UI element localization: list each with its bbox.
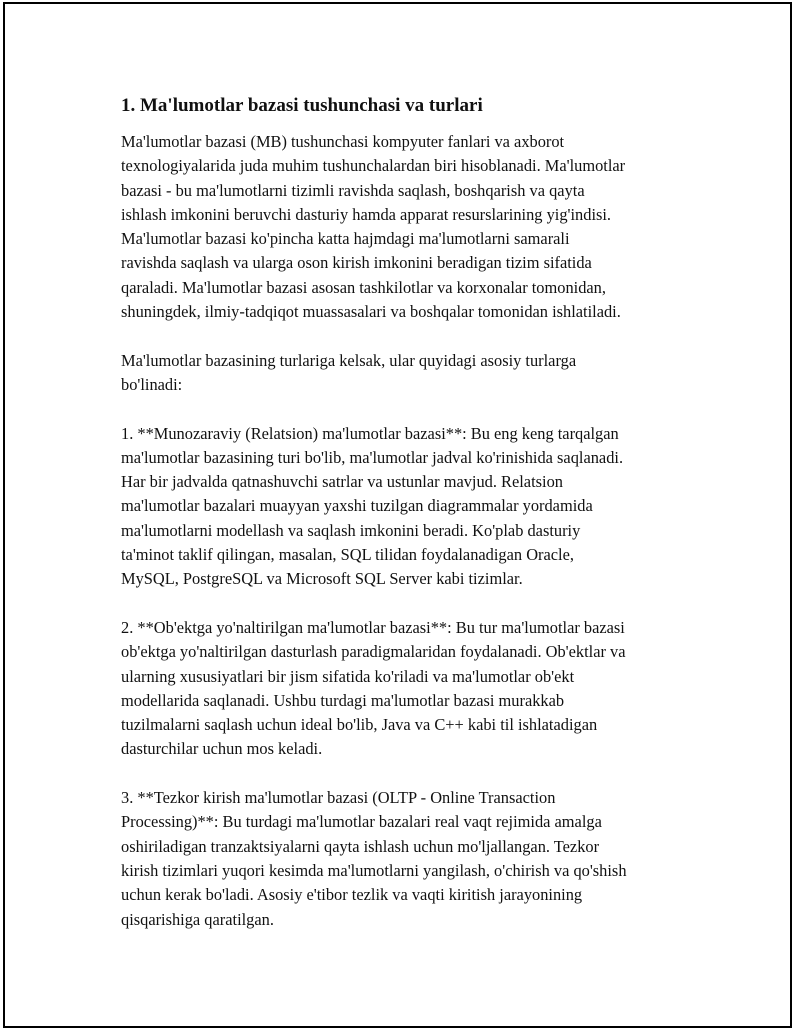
- paragraph-intro: Ma'lumotlar bazasi (MB) tushunchasi kompyuter fanlari va axborot texnologiyalarida juda muhim tushunchalardan biri hisoblanadi. Ma'lumotlar bazasi - bu ma'lumotlarni tizimli ravishda saqlash, boshqarish va qayta ishlash imkonini beruvchi dasturiy hamda apparat resurslarining yig'indisi. Ma'lumotlar bazasi ko'pincha katta hajmdagi ma'lumotlarni samarali ravishda saqlash va ularga oson kirish imkonini beradigan tizim sifatida qaraladi. Ma'lumotlar bazasi asosan tashkilotlar va korxonalar tomonidan, shuningdek, ilmiy-tadqiqot muassasalari va boshqalar tomonidan ishlatiladi.: [121, 132, 626, 322]
- document-page: [3, 2, 792, 1028]
- paragraph-oltp-db: 3. **Tezkor kirish ma'lumotlar bazasi (OLTP - Online Transaction Processing)**: Bu turdagi ma'lumotlar bazalari real vaqt rejimida amalga oshiriladigan tranzaktsiyalarni qayta ishlash uchun mo'ljallangan. Tezkor kirish tizimlari yuqori kesimda ma'lumotlarni yangilash, o'chirish va qo'shish uchun kerak bo'ladi. Asosiy e'tibor tezlik va vaqti kiritish jarayonining qisqarishiga qaratilgan.: [121, 788, 627, 929]
- page-title: 1. Ma'lumotlar bazasi tushunchasi va turlari: [121, 95, 483, 116]
- paragraph-object-oriented-db: 2. **Ob'ektga yo'naltirilgan ma'lumotlar bazasi**: Bu tur ma'lumotlar bazasi ob'ektga yo'naltirilgan dasturlash paradigmalaridan foydalanadi. Ob'ektlar va ularning xususiyatlari bir jism sifatida ko'riladi va ma'lumotlar ob'ekt modellarida saqlanadi. Ushbu turdagi ma'lumotlar bazasi murakkab tuzilmalarni saqlash uchun ideal bo'lib, Java va C++ kabi til ishlatadigan dasturchilar uchun mos keladi.: [121, 617, 626, 759]
- paragraph-types-intro: Ma'lumotlar bazasining turlariga kelsak, ular quyidagi asosiy turlarga bo'linadi:: [121, 350, 577, 394]
- document-content: [121, 94, 696, 956]
- paragraph-relational-db: 1. **Munozaraviy (Relatsion) ma'lumotlar bazasi**: Bu eng keng tarqalgan ma'lumotlar bazasining turi bo'lib, ma'lumotlar jadval ko'rinishida saqlanadi. Har bir jadvalda qatnashuvchi satrlar va ustunlar mavjud. Relatsion ma'lumotlar bazalari muayyan yaxshi tuzilgan diagrammalar yordamida ma'lumotlarni modellash va saqlash imkonini beradi. Ko'plab dasturiy ta'minot taklif qilingan, masalan, SQL tilidan foydalanadigan Oracle, MySQL, PostgreSQL va Microsoft SQL Server kabi tizimlar.: [121, 423, 624, 589]
